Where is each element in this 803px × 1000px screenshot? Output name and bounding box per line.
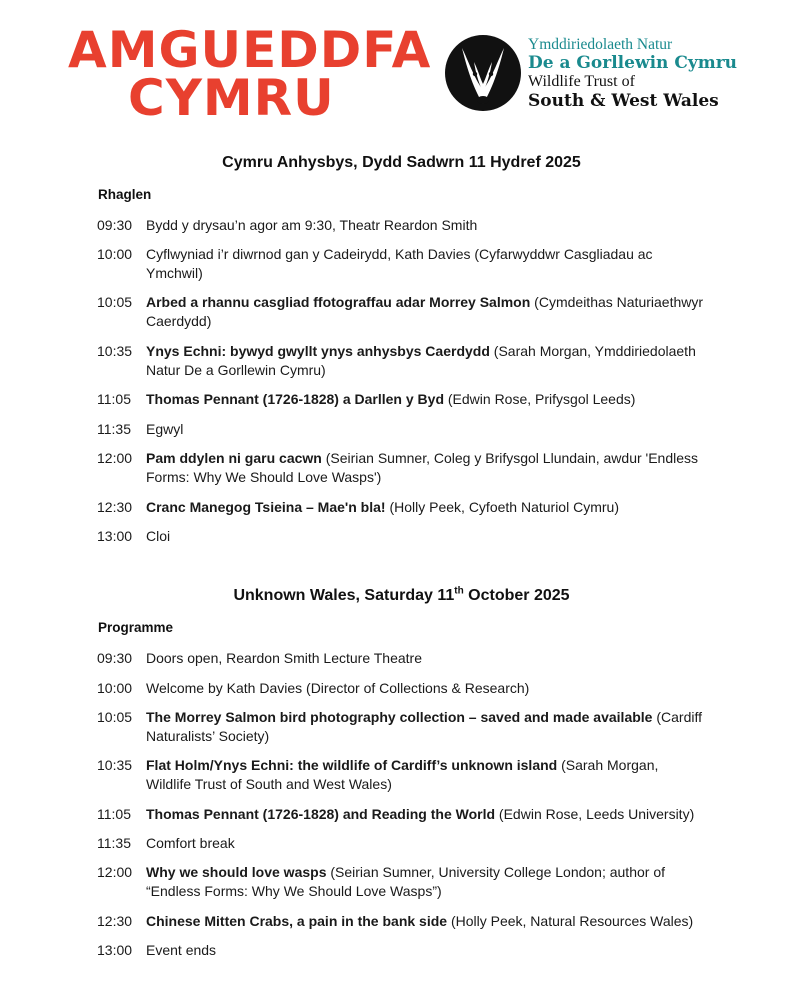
schedule-time: 10:05	[97, 294, 133, 310]
schedule-description	[146, 679, 707, 698]
amgueddfa-cymru-logo	[68, 21, 432, 127]
schedule-time: 13:00	[97, 528, 133, 544]
schedule-description	[146, 834, 707, 853]
schedule-item	[97, 649, 707, 668]
trust-name-welsh-2: De a Gorllewin Cymru	[528, 53, 738, 73]
schedule-description	[146, 216, 707, 235]
schedule-time: 09:30	[97, 650, 133, 666]
talk-title: Ynys Echni: bywyd gwyllt ynys anhysbys Caerdydd	[146, 343, 490, 359]
english-title-ordinal: th	[454, 585, 464, 597]
schedule-description	[146, 941, 707, 960]
schedule-item	[97, 834, 707, 853]
talk-details: (Cardiff Naturalists’ Society)	[146, 709, 703, 744]
english-title	[0, 587, 803, 605]
schedule-time: 12:00	[97, 864, 133, 880]
talk-details: Comfort break	[146, 835, 235, 851]
schedule-description	[146, 293, 707, 331]
talk-details: (Holly Peek, Cyfoeth Naturiol Cymru)	[385, 499, 619, 515]
schedule-time: 13:00	[97, 942, 133, 958]
schedule-item	[97, 941, 707, 960]
talk-details: Cyflwyniad i’r diwrnod gan y Cadeirydd, Kath Davies (Cyfarwyddwr Casgliadau ac Ymchwil)	[146, 246, 653, 281]
schedule-time: 12:30	[97, 499, 133, 515]
english-title-main: Unknown Wales, Saturday 11	[233, 587, 455, 604]
schedule-item	[97, 342, 707, 380]
schedule-item	[97, 293, 707, 331]
talk-title: Chinese Mitten Crabs, a pain in the bank side	[146, 913, 448, 929]
talk-title: Cranc Manegog Tsieina – Mae'n bla!	[146, 499, 386, 515]
talk-details: (Edwin Rose, Prifysgol Leeds)	[444, 391, 636, 407]
talk-details: Bydd y drysau’n agor am 9:30, Theatr Reardon Smith	[146, 217, 478, 233]
schedule-description	[146, 756, 707, 794]
schedule-item	[97, 245, 707, 283]
schedule-time: 10:35	[97, 757, 133, 773]
schedule-time: 11:05	[97, 391, 131, 407]
schedule-description	[146, 498, 707, 517]
badger-icon	[444, 34, 522, 112]
schedule-item	[97, 756, 707, 794]
talk-details: Welcome by Kath Davies (Director of Collections & Research)	[146, 680, 530, 696]
talk-title: Thomas Pennant (1726-1828) a Darllen y Byd	[146, 391, 444, 407]
schedule-item	[97, 527, 707, 546]
schedule-time: 11:35	[97, 835, 131, 851]
schedule-time: 12:30	[97, 913, 133, 929]
talk-details: (Cymdeithas Naturiaethwyr Caerdydd)	[146, 294, 704, 329]
schedule-time: 11:35	[97, 421, 131, 437]
schedule-time: 10:05	[97, 709, 133, 725]
talk-title: Thomas Pennant (1726-1828) and Reading the World	[146, 806, 496, 822]
talk-details: Event ends	[146, 942, 217, 958]
schedule-time: 09:30	[97, 217, 133, 233]
welsh-programme-label: Rhaglen	[98, 187, 152, 202]
schedule-description	[146, 708, 707, 746]
schedule-description	[146, 912, 707, 931]
schedule-time: 11:05	[97, 806, 131, 822]
schedule-item	[97, 863, 707, 901]
schedule-description	[146, 863, 707, 901]
schedule-description	[146, 649, 707, 668]
talk-details: Cloi	[146, 528, 171, 544]
talk-title: Pam ddylen ni garu cacwn	[146, 450, 322, 466]
schedule-item	[97, 498, 707, 517]
schedule-description	[146, 390, 707, 409]
schedule-description	[146, 527, 707, 546]
wildlife-trust-logo	[444, 34, 764, 116]
talk-details: Egwyl	[146, 421, 184, 437]
talk-title: Why we should love wasps	[146, 864, 327, 880]
logo-line-1: AMGUEDDFA	[68, 21, 432, 79]
english-programme-label: Programme	[98, 620, 174, 635]
schedule-item	[97, 708, 707, 746]
trust-name-english-1: Wildlife Trust of	[528, 73, 635, 90]
talk-title: Arbed a rhannu casgliad ffotograffau adar Morrey Salmon	[146, 294, 531, 310]
schedule-item	[97, 805, 707, 824]
talk-details: (Seirian Sumner, Coleg y Brifysgol Llundain, awdur 'Endless Forms: Why We Should Love Wasps')	[146, 450, 699, 485]
logo-line-2: CYMRU	[128, 69, 335, 127]
talk-details: (Seirian Sumner, University College London; author of “Endless Forms: Why We Should Love Wasps”)	[146, 864, 665, 899]
talk-details: (Sarah Morgan, Wildlife Trust of South and West Wales)	[146, 757, 659, 792]
talk-details: Doors open, Reardon Smith Lecture Theatre	[146, 650, 423, 666]
talk-details: (Holly Peek, Natural Resources Wales)	[447, 913, 694, 929]
schedule-time: 10:00	[97, 246, 133, 262]
schedule-description	[146, 449, 707, 487]
schedule-item	[97, 449, 707, 487]
schedule-time: 10:00	[97, 680, 133, 696]
trust-name-welsh-1: Ymddiriedolaeth Natur	[528, 36, 673, 53]
schedule-item	[97, 679, 707, 698]
schedule-time: 10:35	[97, 343, 133, 359]
talk-details: (Sarah Morgan, Ymddiriedolaeth Natur De a Gorllewin Cymru)	[146, 343, 696, 378]
welsh-title: Cymru Anhysbys, Dydd Sadwrn 11 Hydref 2025	[222, 154, 581, 171]
schedule-description	[146, 420, 707, 439]
schedule-description	[146, 342, 707, 380]
schedule-item	[97, 390, 707, 409]
talk-details: (Edwin Rose, Leeds University)	[495, 806, 695, 822]
schedule-description	[146, 245, 707, 283]
schedule-item	[97, 216, 707, 235]
talk-title: Flat Holm/Ynys Echni: the wildlife of Cardiff’s unknown island	[146, 757, 558, 773]
schedule-description	[146, 805, 707, 824]
schedule-time: 12:00	[97, 450, 133, 466]
schedule-item	[97, 420, 707, 439]
schedule-item	[97, 912, 707, 931]
trust-name-english-2: South & West Wales	[528, 91, 719, 111]
english-title-end: October 2025	[463, 587, 570, 604]
talk-title: The Morrey Salmon bird photography collection – saved and made available	[146, 709, 653, 725]
